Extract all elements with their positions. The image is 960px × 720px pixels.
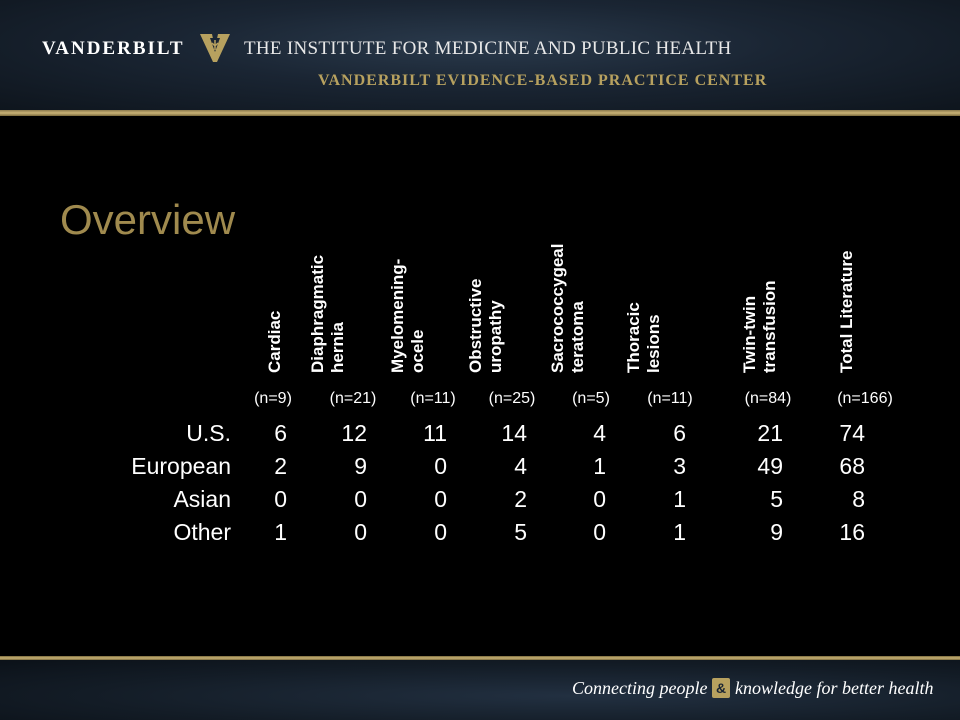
row-label: Asian — [173, 486, 231, 512]
table-cell: 8 — [852, 486, 865, 512]
ampersand-badge: & — [712, 678, 730, 698]
column-sample-size: (n=11) — [647, 390, 693, 407]
column-header — [624, 302, 664, 373]
table-cell: 9 — [770, 519, 783, 545]
column-header-line: teratoma — [568, 301, 587, 373]
table-cell: 14 — [501, 420, 527, 446]
vanderbilt-v-logo-icon — [198, 30, 232, 64]
column-sample-size: (n=11) — [410, 390, 456, 407]
column-header-line: uropathy — [486, 300, 505, 373]
table-cell: 6 — [274, 420, 287, 446]
row-label: European — [131, 453, 231, 479]
column-sample-size: (n=84) — [744, 390, 792, 407]
table-cell: 0 — [593, 519, 606, 545]
tagline-part1: Connecting people — [572, 678, 708, 698]
table-cell: 1 — [593, 453, 606, 479]
column-header-line: ocele — [408, 329, 427, 373]
table-cell: 1 — [673, 486, 686, 512]
table-cell: 2 — [514, 486, 527, 512]
column-header — [388, 259, 428, 373]
column-header-line: Sacrococcygeal — [548, 243, 567, 373]
practice-center-name: VANDERBILT EVIDENCE-BASED PRACTICE CENTER — [318, 72, 768, 89]
table-cell: 74 — [839, 420, 865, 446]
column-header-line: Thoracic — [624, 302, 643, 373]
column-header-line: Myelomening- — [388, 258, 407, 373]
table-cell: 0 — [354, 519, 367, 545]
brand-name: VANDERBILT — [42, 38, 185, 59]
table-cell: 1 — [673, 519, 686, 545]
column-header — [740, 280, 780, 373]
table-cell: 5 — [514, 519, 527, 545]
header-divider — [0, 110, 960, 116]
table-cell: 0 — [354, 486, 367, 512]
table-cell: 6 — [673, 420, 686, 446]
table-cell: 0 — [274, 486, 287, 512]
column-header — [837, 251, 857, 373]
table-cell: 0 — [434, 486, 447, 512]
institute-name: THE INSTITUTE FOR MEDICINE AND PUBLIC HEALTH — [244, 38, 732, 59]
column-header-line: transfusion — [760, 280, 779, 373]
table-cell: 16 — [839, 519, 865, 545]
column-sample-size: (n=5) — [572, 390, 610, 407]
column-sample-size: (n=25) — [488, 390, 536, 407]
table-cell: 0 — [434, 519, 447, 545]
column-sample-size: (n=9) — [254, 390, 292, 407]
table-cell: 4 — [593, 420, 606, 446]
column-header — [308, 255, 348, 373]
table-cell: 68 — [839, 453, 865, 479]
table-cell: 12 — [341, 420, 367, 446]
table-cell: 4 — [514, 453, 527, 479]
table-cell: 9 — [354, 453, 367, 479]
table-cell: 1 — [274, 519, 287, 545]
column-header-line: Twin-twin — [740, 295, 759, 373]
column-header-line: Total Literature — [837, 250, 856, 373]
table-cell: 2 — [274, 453, 287, 479]
table-cell: 0 — [593, 486, 606, 512]
table-cell: 11 — [423, 420, 447, 446]
row-label: U.S. — [186, 420, 231, 446]
table-cell: 0 — [434, 453, 447, 479]
table-cell: 21 — [757, 420, 783, 446]
column-sample-size: (n=166) — [837, 390, 893, 407]
column-header-line: Cardiac — [265, 310, 284, 373]
table-cell: 49 — [757, 453, 783, 479]
tagline-part2: knowledge for better health — [735, 678, 934, 698]
table-cell: 5 — [770, 486, 783, 512]
column-header — [548, 244, 588, 373]
column-header — [265, 311, 285, 373]
column-header — [466, 279, 506, 373]
column-sample-size: (n=21) — [329, 390, 377, 407]
row-label: Other — [173, 519, 231, 545]
column-header-line: lesions — [644, 314, 663, 373]
column-header-line: hernia — [328, 321, 347, 373]
slide-title: Overview — [60, 196, 236, 243]
column-header-line: Diaphragmatic — [308, 254, 327, 373]
column-header-line: Obstructive — [466, 278, 485, 373]
table-cell: 3 — [673, 453, 686, 479]
